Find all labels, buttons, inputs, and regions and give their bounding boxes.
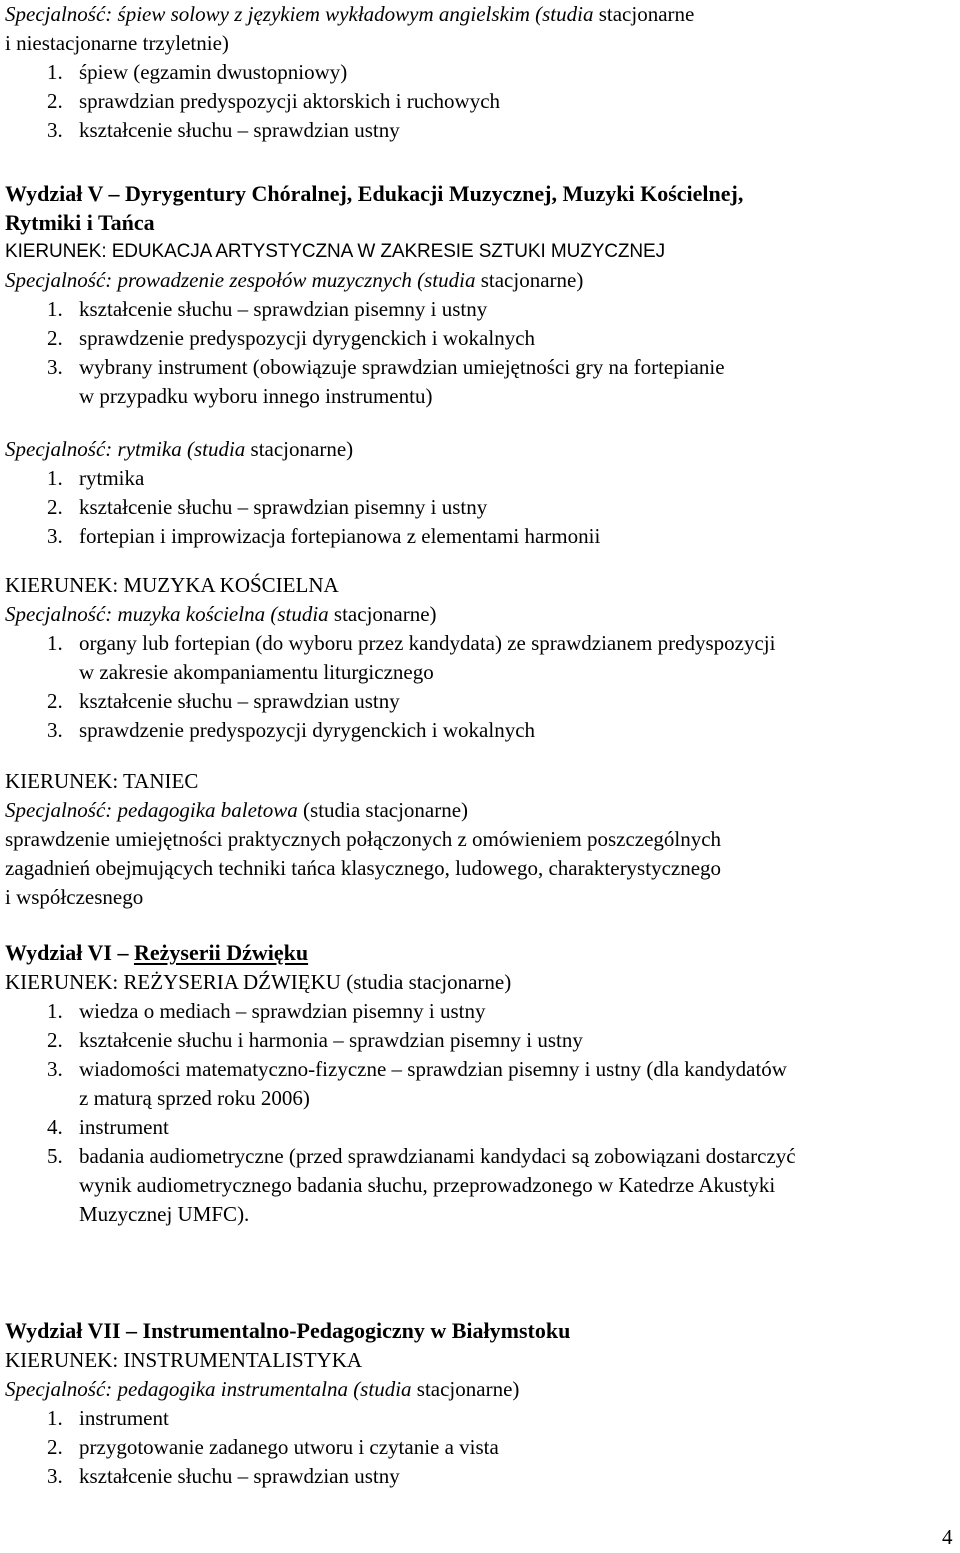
item-text: kształcenie słuchu – sprawdzian ustny (79, 689, 400, 713)
list-item (5, 1142, 796, 1171)
list-item (5, 629, 775, 658)
item-text: kształcenie słuchu – sprawdzian ustny (79, 118, 400, 142)
item-number: 5. (47, 1144, 63, 1168)
specialty-line (5, 0, 694, 29)
specialty-mode: (studia stacjonarne) (297, 798, 469, 822)
item-number: 1. (47, 631, 63, 655)
list-item-cont: z maturą sprzed roku 2006) (79, 1086, 310, 1110)
item-text: kształcenie słuchu i harmonia – sprawdzian pisemny i ustny (79, 1028, 583, 1052)
list-item-cont: Muzycznej UMFC). (79, 1202, 250, 1226)
item-text: sprawdzian predyspozycji aktorskich i ruchowych (79, 89, 501, 113)
item-number: 2. (47, 1435, 63, 1459)
specialty-mode: stacjonarne) (475, 268, 584, 292)
item-text: badania audiometryczne (przed sprawdzianami kandydaci są zobowiązani dostarczyć (79, 1144, 796, 1168)
kierunek-heading: KIERUNEK: REŻYSERIA DŹWIĘKU (studia stacjonarne) (5, 970, 512, 994)
item-text: śpiew (egzamin dwustopniowy) (79, 60, 348, 84)
item-number: 1. (47, 297, 63, 321)
faculty-title-name: Reżyserii Dźwięku (133, 940, 309, 965)
item-number: 3. (47, 355, 63, 379)
item-number: 3. (47, 1057, 63, 1081)
item-number: 2. (47, 495, 63, 519)
list-item (5, 1462, 400, 1491)
list-item (5, 116, 400, 145)
item-number: 1. (47, 466, 63, 490)
page-number: 4 (942, 1525, 953, 1549)
kierunek-heading: KIERUNEK: EDUKACJA ARTYSTYCZNA W ZAKRESIE SZTUKI MUZYCZNEJ (5, 241, 666, 262)
item-number: 2. (47, 1028, 63, 1052)
faculty-title: Wydział VII – Instrumentalno-Pedagogiczny w Białymstoku (5, 1318, 571, 1343)
faculty-title: Wydział V – Dyrygentury Chóralnej, Edukacji Muzycznej, Muzyki Kościelnej, (5, 181, 744, 206)
specialty-label: Specjalność: rytmika (studia (5, 437, 246, 461)
item-number: 1. (47, 60, 63, 84)
list-item (5, 522, 600, 551)
list-item (5, 687, 400, 716)
list-item (5, 716, 535, 745)
kierunek-heading: KIERUNEK: TANIEC (5, 769, 199, 793)
item-number: 1. (47, 1406, 63, 1430)
faculty-title-cont: Rytmiki i Tańca (5, 210, 155, 235)
list-item (5, 87, 500, 116)
item-text: rytmika (79, 466, 145, 490)
list-item (5, 997, 485, 1026)
list-item-cont: w zakresie akompaniamentu liturgicznego (79, 660, 434, 684)
item-number: 2. (47, 326, 63, 350)
item-number: 2. (47, 689, 63, 713)
list-item-cont: w przypadku wyboru innego instrumentu) (79, 384, 433, 408)
item-number: 3. (47, 118, 63, 142)
item-text: instrument (79, 1406, 169, 1430)
item-text: sprawdzenie predyspozycji dyrygenckich i wokalnych (79, 326, 536, 350)
item-number: 1. (47, 999, 63, 1023)
specialty-mode: stacjonarne (593, 2, 695, 26)
item-text: kształcenie słuchu – sprawdzian pisemny i ustny (79, 495, 488, 519)
item-text: przygotowanie zadanego utworu i czytanie a vista (79, 1435, 499, 1459)
faculty-title-prefix: Wydział VI – (5, 940, 134, 965)
list-item (5, 464, 144, 493)
specialty-label: Specjalność: śpiew solowy z językiem wykładowym angielskim (studia (5, 2, 594, 26)
paragraph-line: sprawdzenie umiejętności praktycznych połączonych z omówieniem poszczególnych (5, 827, 722, 851)
item-number: 3. (47, 524, 63, 548)
list-item (5, 1433, 499, 1462)
specialty-mode: stacjonarne) (411, 1377, 520, 1401)
specialty-label: Specjalność: muzyka kościelna (studia (5, 602, 329, 626)
specialty-label: Specjalność: pedagogika instrumentalna (studia (5, 1377, 412, 1401)
list-item (5, 324, 535, 353)
item-number: 2. (47, 89, 63, 113)
item-text: sprawdzenie predyspozycji dyrygenckich i wokalnych (79, 718, 536, 742)
item-text: organy lub fortepian (do wyboru przez kandydata) ze sprawdzianem predyspozycji (79, 631, 776, 655)
item-number: 4. (47, 1115, 63, 1139)
list-item (5, 1026, 583, 1055)
specialty-line (5, 266, 583, 295)
specialty-line (5, 796, 468, 825)
specialty-label: Specjalność: prowadzenie zespołów muzycznych (studia (5, 268, 476, 292)
item-text: instrument (79, 1115, 169, 1139)
faculty-title (5, 938, 308, 967)
item-text: kształcenie słuchu – sprawdzian pisemny i ustny (79, 297, 488, 321)
kierunek-heading: KIERUNEK: INSTRUMENTALISTYKA (5, 1348, 363, 1372)
specialty-line (5, 600, 437, 629)
list-item (5, 353, 725, 382)
list-item (5, 58, 347, 87)
list-item (5, 1113, 169, 1142)
item-text: kształcenie słuchu – sprawdzian ustny (79, 1464, 400, 1488)
item-number: 3. (47, 1464, 63, 1488)
specialty-label: Specjalność: pedagogika baletowa (5, 798, 298, 822)
item-text: wybrany instrument (obowiązuje sprawdzian umiejętności gry na fortepianie (79, 355, 725, 379)
paragraph-line: zagadnień obejmujących techniki tańca klasycznego, ludowego, charakterystycznego (5, 856, 722, 880)
list-item (5, 1055, 787, 1084)
specialty-mode: stacjonarne) (245, 437, 354, 461)
list-item (5, 295, 487, 324)
list-item (5, 493, 487, 522)
specialty-mode: stacjonarne) (328, 602, 437, 626)
item-number: 3. (47, 718, 63, 742)
list-item (5, 1404, 169, 1433)
paragraph-line: i współczesnego (5, 885, 144, 909)
specialty-line (5, 435, 353, 464)
specialty-line-cont: i niestacjonarne trzyletnie) (5, 31, 229, 55)
item-text: fortepian i improwizacja fortepianowa z elementami harmonii (79, 524, 601, 548)
specialty-line (5, 1375, 519, 1404)
list-item-cont: wynik audiometrycznego badania słuchu, przeprowadzonego w Katedrze Akustyki (79, 1173, 776, 1197)
kierunek-heading: KIERUNEK: MUZYKA KOŚCIELNA (5, 573, 339, 597)
item-text: wiedza o mediach – sprawdzian pisemny i ustny (79, 999, 486, 1023)
item-text: wiadomości matematyczno-fizyczne – sprawdzian pisemny i ustny (dla kandydatów (79, 1057, 787, 1081)
